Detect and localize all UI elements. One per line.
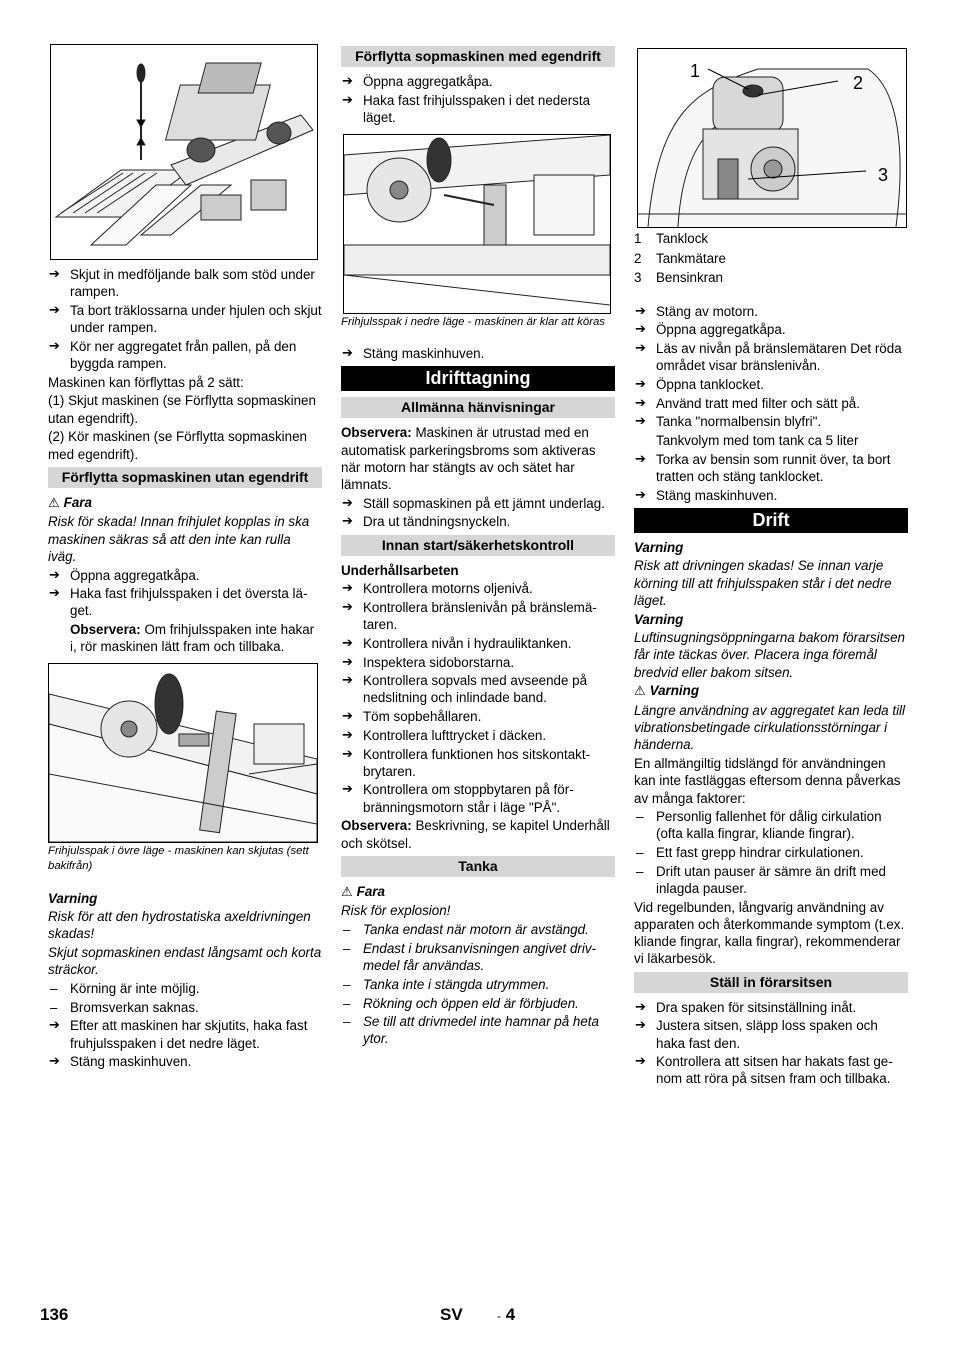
list-item: ➔ Inspektera sidoborstarna. (341, 654, 615, 671)
list-item: ➔ Kontrollera sopvals med avseende på nedslitning och inlindade band. (341, 672, 615, 706)
section-heading: Förflytta sopmaskinen med egendrift (341, 46, 615, 67)
list-item: ➔ Dra spaken för sitsinställning inåt. (634, 999, 908, 1016)
ramp-illustration (50, 44, 318, 260)
list-item: ➔ Stäng maskinhuven. (634, 487, 908, 504)
list-item: ➔ Kontrollera bränslenivån på bränslemätaren. (341, 599, 615, 633)
list-item: ➔ Töm sopbehållaren. (341, 708, 615, 725)
list-item: ➔ Ta bort träklossarna under hjulen och skjut under rampen. (48, 302, 322, 336)
warning-text: Skjut sopmaskinen endast långsamt och korta sträckor. (48, 945, 322, 978)
warning-triangle-icon: ⚠ (341, 884, 353, 900)
section-heading: Förflytta sopmaskinen utan egendrift (48, 467, 322, 488)
list-item: ➔ Tanka "normalbensin blyfri". (634, 413, 908, 430)
callout-1: 1 (690, 61, 701, 81)
list-item: – Se till att drivmedel inte hamnar på heta ytor. (341, 1013, 615, 1047)
warning-text: Risk att drivningen skadas! Se innan varje körning till att frihjulsspaken står i det nedre läget. (634, 558, 892, 608)
warning-triangle-icon: ⚠ (48, 495, 60, 511)
danger-text: Risk för skada! Innan frihjulet kopplas in ska maskinen säkras så att den inte kan rulla iväg. (48, 514, 310, 564)
list-item: ➔ Haka fast frihjulsspaken i det översta läget. (48, 585, 322, 619)
list-item: – Rökning och öppen eld är förbjuden. (341, 995, 615, 1012)
list-item: ➔ Kör ner aggregatet från pallen, på den byggda rampen. (48, 338, 322, 372)
list-item: ➔ Kontrollera lufttrycket i däcken. (341, 727, 615, 744)
list-item: ➔ Öppna aggregatkåpa. (634, 321, 908, 338)
section-page-number: - 4 (497, 1305, 516, 1324)
list-item: ➔ Efter att maskinen har skjutits, haka fast fruhjulsspaken i det nedre läget. (48, 1017, 322, 1051)
list-item: – Endast i bruksanvisningen angivet drivmedel får användas. (341, 940, 615, 974)
list-item: ➔ Torka av bensin som runnit över, ta bort tratten och stäng tanklocket. (634, 451, 908, 485)
list-item: ➔ Dra ut tändningsnyckeln. (341, 513, 615, 530)
body-text: (2) Kör maskinen (se Förflytta sopmaskinen med egendrift). (48, 429, 307, 462)
legend-item: 2 Tankmätare (634, 250, 726, 266)
list-item: – Bromsverkan saknas. (48, 999, 322, 1016)
warning-label: Varning (48, 890, 98, 906)
list-item: ➔ Ställ sopmaskinen på ett jämnt underlag. (341, 495, 615, 512)
list-item: ➔ Stäng av motorn. (634, 303, 908, 320)
callout-2: 2 (853, 73, 864, 93)
warning-text: Luftinsugningsöppningarna bakom förarsitsen får inte täckas över. Placera inga föremål bredvid eller bakom sitsen. (634, 630, 905, 680)
note: Observera: Beskrivning, se kapitel Underhåll och skötsel. (341, 818, 610, 851)
chapter-heading: Idrifttagning (341, 366, 615, 391)
list-item: ➔ Öppna tanklocket. (634, 376, 908, 393)
column-middle (341, 44, 615, 1049)
section-heading: Allmänna hänvisningar (341, 397, 615, 418)
list-item: ➔ Läs av nivån på bränslemätaren Det röda området visar bränslenivån. (634, 340, 908, 374)
callout-3: 3 (878, 165, 889, 185)
list-item: ➔ Stäng maskinhuven. (48, 1053, 322, 1070)
list-item: – Drift utan pauser är sämre än drift med inlagda pauser. (634, 863, 908, 897)
freewheel-lever-upper-figure (48, 663, 318, 843)
list-item: ➔ Kontrollera motorns oljenivå. (341, 580, 615, 597)
list-item: – Tanka endast när motorn är avstängd. (341, 921, 615, 938)
warning-label: Varning (634, 539, 684, 555)
list-item: ➔ Kontrollera om stoppbytaren på förbränningsmotorn står i läge "PÅ". (341, 781, 615, 815)
warning-text: Risk för att den hydrostatiska axeldrivningen skadas! (48, 909, 311, 942)
list-item: ➔ Öppna aggregatkåpa. (341, 73, 615, 90)
warning-triangle-icon: ⚠ (634, 684, 646, 700)
list-item: ➔ Justera sitsen, släpp loss spaken och haka fast den. (634, 1017, 908, 1051)
list-item: ➔ Kontrollera nivån i hydrauliktanken. (341, 635, 615, 652)
list-item: ➔ Använd tratt med filter och sätt på. (634, 395, 908, 412)
body-text: (1) Skjut maskinen (se Förflytta sopmaskinen utan egendrift). (48, 393, 316, 426)
figure-caption: Frihjulsspak i nedre läge - maskinen är klar att köras (341, 315, 605, 328)
legend-item: 1 Tanklock (634, 231, 709, 246)
section-heading: Tanka (341, 856, 615, 877)
section-heading: Ställ in förarsitsen (634, 972, 908, 993)
subheading: Underhållsarbeten (341, 562, 459, 578)
warning-label: Varning (634, 611, 684, 627)
danger-text: Risk för explosion! (341, 903, 451, 919)
list-item: ➔ Öppna aggregatkåpa. (48, 567, 322, 584)
column-left (48, 44, 322, 1072)
column-right (634, 44, 908, 1089)
list-item: ➔ Stäng maskinhuven. (341, 345, 615, 362)
list-item: – Tanka inte i stängda utrymmen. (341, 976, 615, 993)
figure-caption: Frihjulsspak i övre läge - maskinen kan skjutas (sett bakifrån) (48, 845, 309, 873)
page-number: 136 (40, 1305, 69, 1324)
body-text: Tankvolym med tom tank ca 5 liter (656, 432, 859, 448)
list-item: ➔ Kontrollera funktionen hos sitskontaktbrytaren. (341, 746, 615, 780)
list-item: ➔ Haka fast frihjulsspaken i det nedersta läget. (341, 92, 615, 126)
list-item: – Körning är inte möjlig. (48, 980, 322, 997)
list-item: ➔ Skjut in medföljande balk som stöd under rampen. (48, 266, 322, 300)
warning-text: Längre användning av aggregatet kan leda till vibrationsbetingade cirkulationsstörningar i händerna. (634, 703, 905, 753)
legend-item: 3 Bensinkran (634, 270, 723, 285)
list-item: – Ett fast grepp hindrar cirkulationen. (634, 844, 908, 861)
body-text: Maskinen kan förflyttas på 2 sätt: (48, 374, 244, 390)
freewheel-lever-lower-figure (343, 134, 611, 314)
warning-label: ⚠ Varning (634, 683, 700, 700)
danger-label: ⚠ Fara (341, 883, 385, 900)
list-item: ➔ Kontrollera att sitsen har hakats fast genom att röra på sitsen fram och tillbaka. (634, 1053, 908, 1087)
note: Observera: Om frihjulsspaken inte hakar i, rör maskinen lätt fram och tillbaka. (70, 622, 315, 655)
body-text: Vid regelbunden, långvarig användning av apparaten och återkommande symptom (t.ex. kliande fingrar, kalla fingrar), rekommenderar vi läkarbesök. (634, 899, 905, 967)
note: Observera: Maskinen är utrustad med en automatisk parkeringsbroms som aktiveras när motorn har stängts av och sätet har lämnats. (341, 425, 596, 492)
chapter-heading: Drift (634, 508, 908, 533)
danger-label: ⚠ Fara (48, 494, 92, 511)
section-heading: Innan start/säkerhetskontroll (341, 535, 615, 556)
engine-tank-figure (637, 48, 907, 228)
body-text: En allmängiltig tidslängd för användningen kan inte fastläggas eftersom denna påverkas av många faktorer: (634, 756, 901, 806)
language-code: SV (440, 1305, 463, 1324)
list-item: – Personlig fallenhet för dålig cirkulation (ofta kalla fingrar, kliande fingrar). (634, 808, 908, 842)
